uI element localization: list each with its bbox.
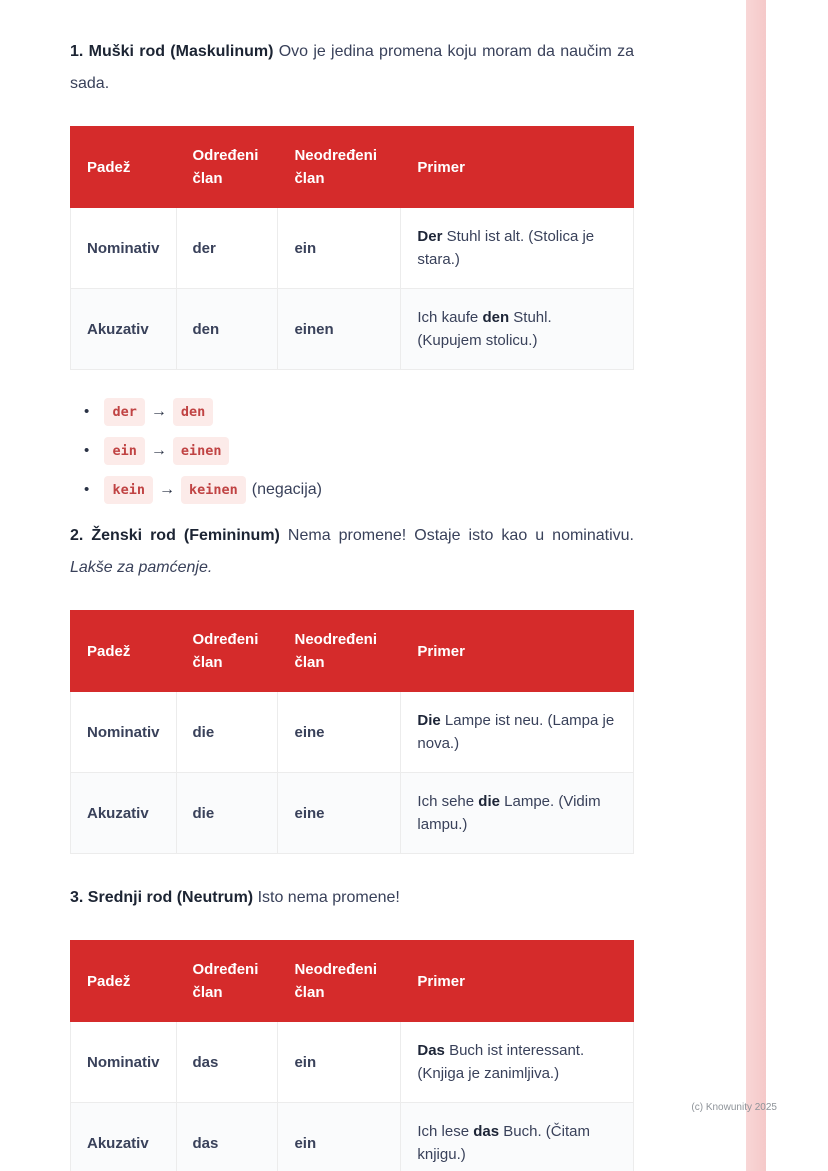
table-header-row [71,941,634,1022]
cell-definite-article: die [176,773,278,854]
cell-definite-article: den [176,289,278,370]
page-edge-stripe [746,0,766,1171]
code-chip: der [104,398,144,426]
cell-example: Die Lampe ist neu. (Lampa je nova.) [401,692,634,773]
arrow-right-icon: → [158,481,175,498]
cell-indefinite-article: einen [278,289,401,370]
header-padez: Padež [71,127,177,208]
cell-indefinite-article: eine [278,692,401,773]
table-row-akuzativ [71,1103,634,1171]
list-item-ein-einen [84,437,634,465]
list-item-note: (negacija) [251,481,323,499]
code-chip: einen [173,437,230,465]
cell-padez: Akuzativ [71,1103,177,1171]
cell-padez: Nominativ [71,1022,177,1103]
header-odredjeni-clan: Određeni član [176,611,278,692]
section-2-heading: 2. Ženski rod (Femininum) Nema promene! Ostaje isto kao u nominativu. Lakše za pamćenje. [70,527,635,576]
cell-example: Das Buch ist interessant. (Knjiga je zanimljiva.) [401,1022,634,1103]
header-odredjeni-clan: Određeni član [176,941,278,1022]
copyright-footer: (c) Knowunity 2025 [691,1102,777,1113]
article-change-list [70,398,634,504]
feminine-articles-table [70,610,634,854]
cell-definite-article: der [176,208,278,289]
code-chip: kein [104,476,153,504]
cell-indefinite-article: ein [278,1022,401,1103]
cell-indefinite-article: eine [278,773,401,854]
table-row-akuzativ [71,773,634,854]
neuter-articles-table [70,940,634,1171]
cell-padez: Akuzativ [71,289,177,370]
code-chip: keinen [181,476,246,504]
section-1-heading: 1. Muški rod (Maskulinum) Ovo je jedina promena koju moram da naučim za sada. [70,43,634,92]
cell-example: Ich lese das Buch. (Čitam knjigu.) [401,1103,634,1171]
header-padez: Padež [71,941,177,1022]
cell-example: Der Stuhl ist alt. (Stolica je stara.) [401,208,634,289]
cell-example: Ich sehe die Lampe. (Vidim lampu.) [401,773,634,854]
notes-content [70,36,634,1171]
section-3-heading: 3. Srednji rod (Neutrum) Isto nema promene! [70,889,400,906]
cell-indefinite-article: ein [278,208,401,289]
code-chip: den [173,398,213,426]
header-padez: Padež [71,611,177,692]
header-primer: Primer [401,127,634,208]
arrow-right-icon: → [150,403,167,420]
header-primer: Primer [401,611,634,692]
header-neodredjeni-clan: Neodređeni član [278,941,401,1022]
masculine-articles-table [70,126,634,370]
cell-padez: Nominativ [71,692,177,773]
cell-indefinite-article: ein [278,1103,401,1171]
header-primer: Primer [401,941,634,1022]
list-item-der-den [84,398,634,426]
list-item-kein-keinen [84,476,634,504]
table-row-akuzativ [71,289,634,370]
cell-definite-article: das [176,1022,278,1103]
table-row-nominativ [71,1022,634,1103]
cell-definite-article: die [176,692,278,773]
cell-definite-article: das [176,1103,278,1171]
table-header-row [71,127,634,208]
cell-padez: Akuzativ [71,773,177,854]
header-odredjeni-clan: Određeni član [176,127,278,208]
code-chip: ein [104,437,144,465]
cell-padez: Nominativ [71,208,177,289]
header-neodredjeni-clan: Neodređeni član [278,611,401,692]
table-row-nominativ [71,208,634,289]
table-row-nominativ [71,692,634,773]
table-header-row [71,611,634,692]
arrow-right-icon: → [150,442,167,459]
header-neodredjeni-clan: Neodređeni član [278,127,401,208]
cell-example: Ich kaufe den Stuhl. (Kupujem stolicu.) [401,289,634,370]
